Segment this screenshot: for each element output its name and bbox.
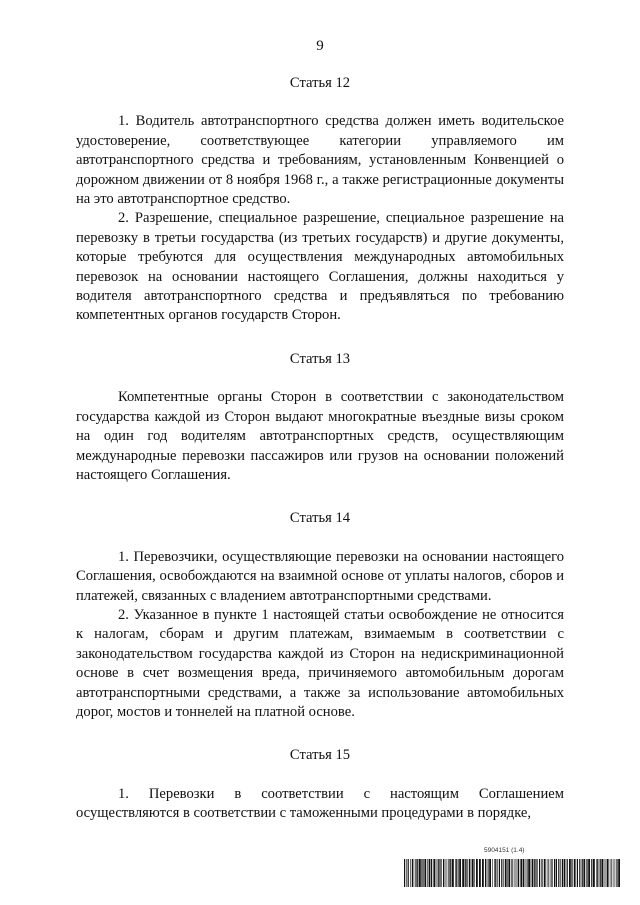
barcode-bar <box>439 859 440 887</box>
barcode-bar <box>410 859 411 887</box>
barcode-bar <box>604 859 605 887</box>
barcode-bar <box>419 859 421 887</box>
barcode-code: 5904151 (1.4) <box>484 847 525 854</box>
barcode-bar <box>517 859 518 887</box>
barcode-bar <box>618 859 620 887</box>
barcode-bar <box>591 859 592 887</box>
barcode-bar <box>560 859 561 887</box>
barcode-bar <box>487 859 488 887</box>
barcode-bar <box>429 859 431 887</box>
article-title: Статья 15 <box>289 747 351 764</box>
article-title: Статья 14 <box>289 510 351 527</box>
barcode-bar <box>448 859 449 887</box>
barcode-bar <box>499 859 500 887</box>
barcode-bar <box>494 859 495 887</box>
barcode-bar <box>441 859 442 887</box>
barcode-bar <box>588 859 590 887</box>
barcode-bar <box>579 859 580 887</box>
barcode-bar <box>551 859 552 887</box>
barcode-bar <box>544 859 546 887</box>
barcode-bar <box>452 859 454 887</box>
barcode-bar <box>508 859 510 887</box>
barcode-bar <box>433 859 435 887</box>
barcode-bar <box>514 859 515 887</box>
barcode-bar <box>574 859 576 887</box>
article-13 <box>76 350 564 485</box>
barcode-bar <box>471 859 472 887</box>
barcode-bar <box>431 859 432 887</box>
barcode-bar <box>526 859 527 887</box>
barcode-bar <box>450 859 451 887</box>
barcode-bar <box>436 859 437 887</box>
barcode-bar <box>501 859 502 887</box>
barcode-bar <box>458 859 459 887</box>
barcode-bar <box>597 859 598 887</box>
article-12 <box>76 74 564 326</box>
barcode-bar <box>427 859 428 887</box>
barcode-bar <box>610 859 611 887</box>
barcode-bar <box>556 859 557 887</box>
barcode-bar <box>503 859 504 887</box>
document-body <box>76 74 564 848</box>
barcode-bar <box>476 859 478 887</box>
barcode-bar <box>443 859 444 887</box>
barcode-bar <box>495 859 496 887</box>
barcode-bar <box>488 859 489 887</box>
barcode-bar <box>445 859 446 887</box>
barcode-bar <box>497 859 498 887</box>
barcode-bar <box>528 859 530 887</box>
barcode-bar <box>462 859 464 887</box>
barcode-bar <box>507 859 508 887</box>
barcode-bar <box>596 859 597 887</box>
barcode-bar <box>571 859 572 887</box>
barcode-bar <box>541 859 542 887</box>
barcode-bar <box>406 859 407 887</box>
barcode-bar <box>518 859 519 887</box>
barcode-bar <box>615 859 616 887</box>
barcode-bar <box>531 859 532 887</box>
barcode-bar <box>593 859 595 887</box>
barcode-bar <box>607 859 609 887</box>
paragraph: Компетентные органы Сторон в соответствии с законодательством государства каждой из Сторон выдают многократные въездные визы сроком на один год водителям автотранспортных средств, осуществляющим международные перевозки пассажиров или грузов на основании положений настоящего Соглашения. <box>76 389 564 483</box>
barcode-bar <box>558 859 559 887</box>
barcode-bar <box>404 859 405 887</box>
barcode-bar <box>456 859 457 887</box>
barcode-bar <box>613 859 614 887</box>
barcode-bar <box>459 859 461 887</box>
barcode-bar <box>539 859 540 887</box>
barcode-bar <box>601 859 603 887</box>
barcode-bar <box>586 859 587 887</box>
barcode-bar <box>412 859 413 887</box>
barcode-bar <box>492 859 493 887</box>
barcode-bar <box>469 859 470 887</box>
article-14 <box>76 509 564 722</box>
barcode-bar <box>616 859 617 887</box>
barcode-bar <box>511 859 512 887</box>
barcode-bar <box>472 859 474 887</box>
barcode-bar <box>489 859 491 887</box>
barcode-bar <box>479 859 481 887</box>
paragraph: 1. Перевозчики, осуществляющие перевозки на основании настоящего Соглашения, освобождаются на взаимной основе от уплаты налогов, сборов и платежей, связанных с владением автотранспортными средствами. <box>76 548 564 604</box>
paragraph: 2. Указанное в пункте 1 настоящей статьи освобождение не относится к налогам, сборам и другим платежам, взимаемым в соответствии с законодательством государства каждой из Сторон на недискриминационной основе в счет возмещения вреда, причиняемого автомобильным дорогам автотранспортными средствами, а также за использование автомобильных дорог, мостов и тоннелей на платной основе. <box>76 606 564 720</box>
barcode-bar <box>562 859 563 887</box>
barcode-bar <box>466 859 467 887</box>
barcode-bar <box>455 859 456 887</box>
barcode-bar <box>577 859 578 887</box>
barcode-bar <box>569 859 571 887</box>
paragraph: 2. Разрешение, специальное разрешение, специальное разрешение на перевозку в третьи государства (из третьих государств) и другие документы, которые требуются для осуществления международных автомобильных перевозок на основании настоящего Соглашения, должны находиться у водителя автотранспортного средства и предъявляться по требованию компетентных органов государств Сторон. <box>76 210 564 324</box>
barcode-bar <box>550 859 551 887</box>
barcode-bar <box>582 859 583 887</box>
barcode-bar <box>447 859 448 887</box>
barcode-bar <box>600 859 601 887</box>
barcode-bar <box>417 859 418 887</box>
barcode-bar <box>547 859 548 887</box>
barcode-bar <box>554 859 555 887</box>
barcode-bar <box>532 859 533 887</box>
barcode-block <box>404 847 620 887</box>
barcode-bar <box>537 859 538 887</box>
barcode-bar <box>548 859 549 887</box>
barcode-bar <box>567 859 568 887</box>
barcode-bar <box>465 859 466 887</box>
barcode-bar <box>438 859 439 887</box>
barcode-bar <box>523 859 524 887</box>
barcode-bar <box>606 859 607 887</box>
article-title: Статья 12 <box>289 75 351 91</box>
barcode-bar <box>414 859 415 887</box>
barcode-bar <box>408 859 409 887</box>
barcode-icon <box>404 859 620 887</box>
barcode-bar <box>482 859 484 887</box>
barcode-bar <box>415 859 416 887</box>
paragraph: 1. Перевозки в соответствии с настоящим Соглашением осуществляются в соответствии с таможенными процедурами в порядке, <box>76 785 564 822</box>
barcode-bar <box>421 859 422 887</box>
barcode-bar <box>474 859 475 887</box>
article-15 <box>76 746 564 823</box>
barcode-bar <box>534 859 535 887</box>
page-number: 9 <box>316 38 324 54</box>
article-title: Статья 13 <box>289 350 351 367</box>
barcode-bar <box>424 859 426 887</box>
barcode-bar <box>520 859 522 887</box>
barcode-bar <box>485 859 486 887</box>
barcode-bar <box>552 859 553 887</box>
paragraph: 1. Водитель автотранспортного средства должен иметь водительское удостоверение, соответствующее категории управляемого им автотранспортного средства и требованиям, установленным Конвенцией о дорожном движении от 8 ноября 1968 г., а также регистрационные документы на это автотранспортное средство. <box>76 113 564 208</box>
barcode-bar <box>516 859 517 887</box>
barcode-bar <box>583 859 585 887</box>
barcode-bar <box>611 859 612 887</box>
barcode-bar <box>535 859 536 887</box>
barcode-bar <box>505 859 507 887</box>
barcode-bar <box>564 859 566 887</box>
barcode-bar <box>527 859 528 887</box>
barcode-bar <box>423 859 424 887</box>
barcode-bar <box>525 859 526 887</box>
